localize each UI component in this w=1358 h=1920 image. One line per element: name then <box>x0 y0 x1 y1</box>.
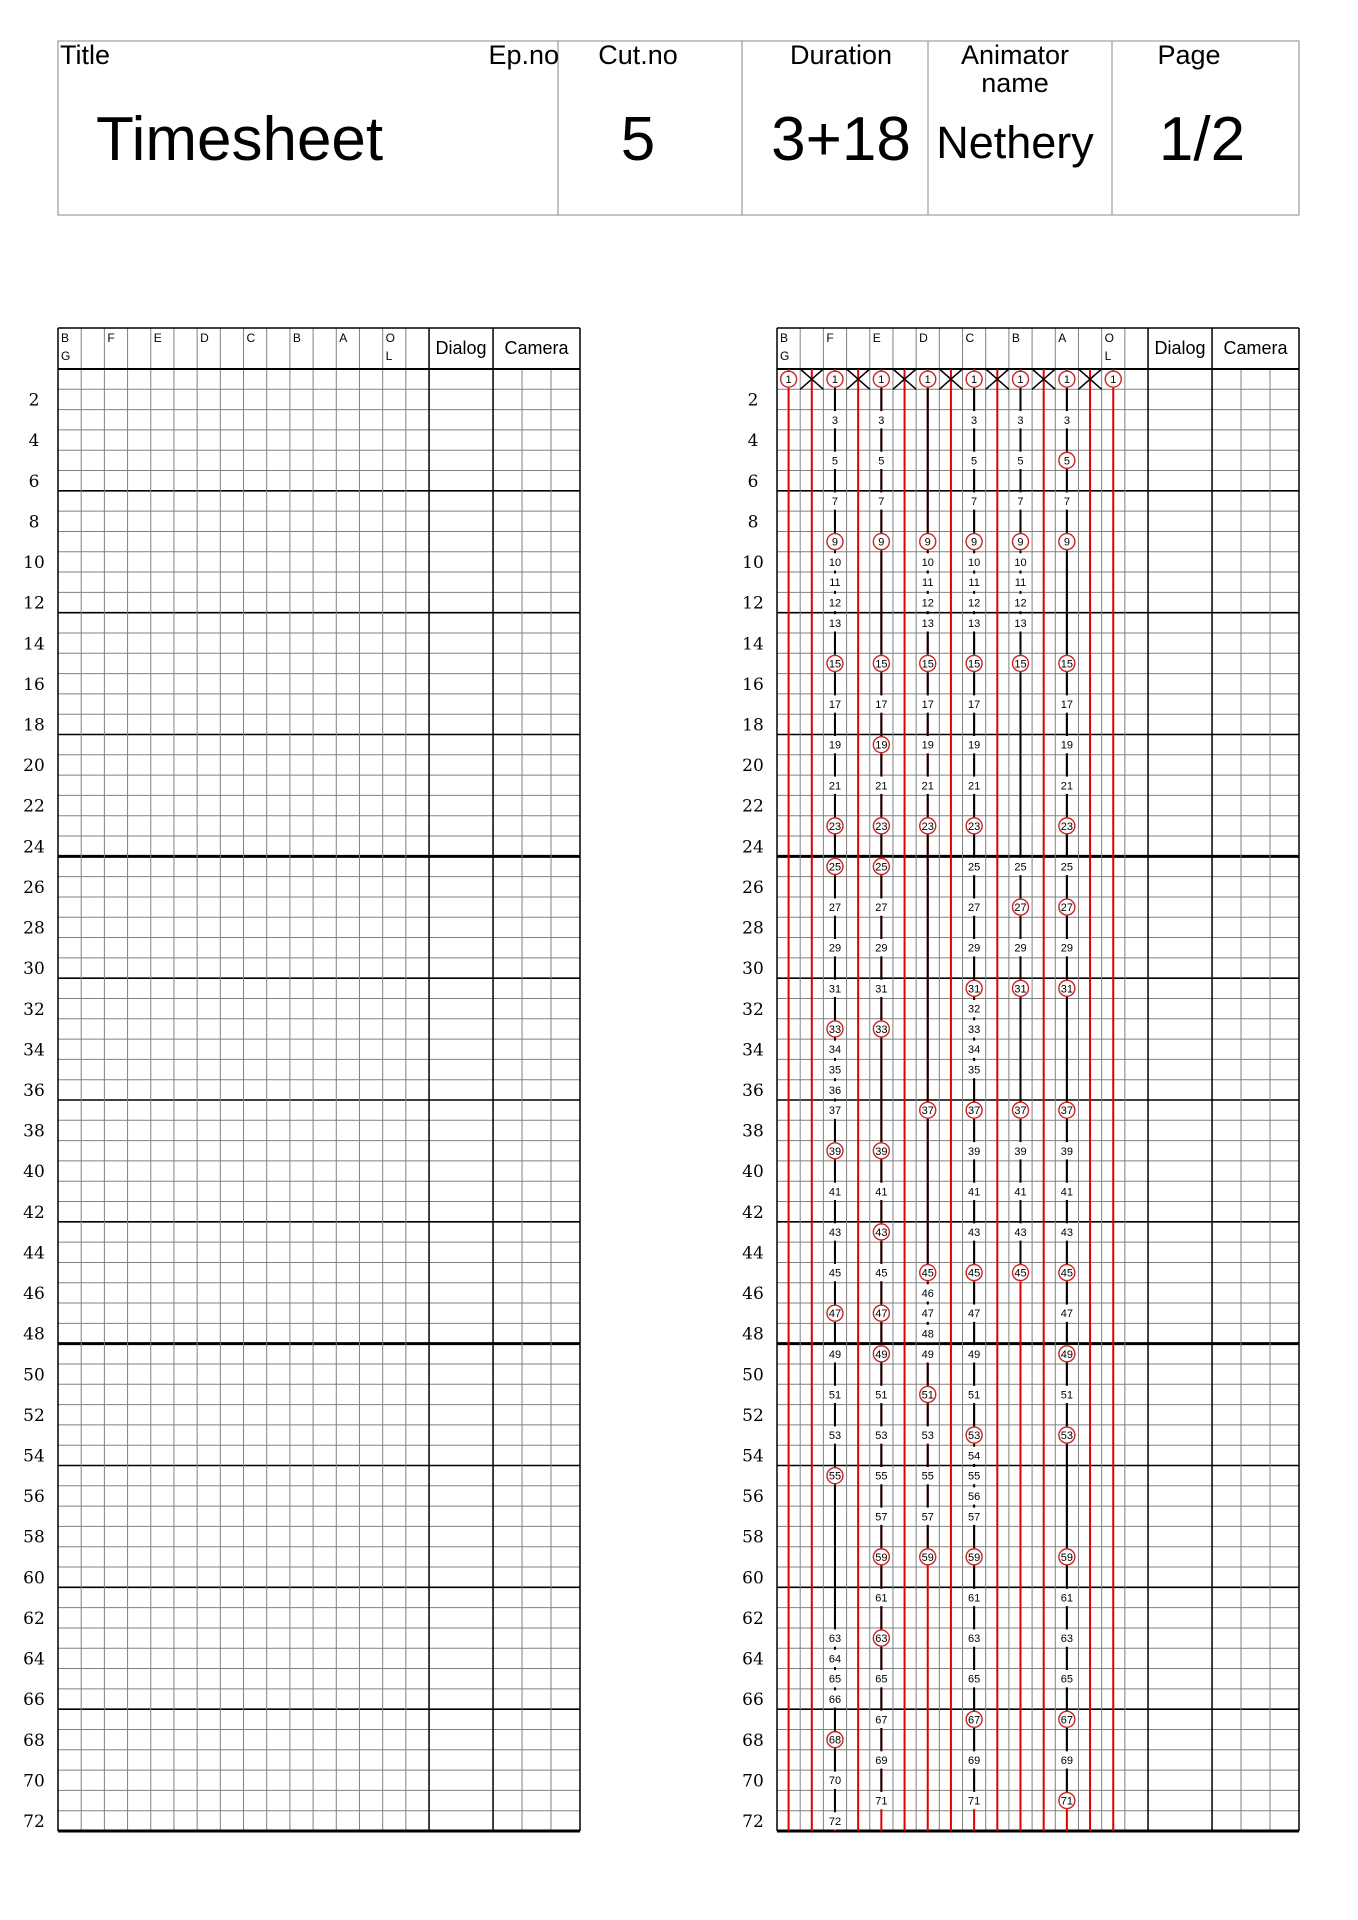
frame-number: 33 <box>828 1023 842 1036</box>
layer-head: E <box>872 331 881 345</box>
frame-number: 3 <box>831 414 839 427</box>
frame-number: 39 <box>828 1145 842 1158</box>
frame-number: 39 <box>1014 1145 1027 1158</box>
frame-number: 65 <box>1060 1673 1073 1686</box>
layer-head: A <box>339 331 348 345</box>
frame-number: 47 <box>875 1308 888 1321</box>
frame-label: 6 <box>747 471 759 492</box>
frame-label: 22 <box>23 796 45 817</box>
frame-number: 7 <box>1063 495 1070 508</box>
frame-number: 1 <box>971 374 978 387</box>
frame-number: 39 <box>875 1145 888 1158</box>
frame-number: 25 <box>1060 861 1073 874</box>
frame-number: 13 <box>1014 617 1027 630</box>
frame-number: 15 <box>1060 658 1073 671</box>
frame-label: 26 <box>23 877 45 898</box>
frame-number: 59 <box>1060 1551 1073 1564</box>
frame-number: 34 <box>828 1044 842 1057</box>
frame-label: 50 <box>23 1365 45 1386</box>
frame-label: 10 <box>23 553 45 574</box>
frame-number: 23 <box>1060 820 1073 833</box>
frame-number: 3 <box>1017 414 1024 427</box>
frame-label: 12 <box>23 593 45 614</box>
frame-number: 31 <box>1014 983 1027 996</box>
frame-number: 68 <box>828 1734 842 1747</box>
layer-head: O <box>1104 331 1115 345</box>
frame-label: 2 <box>28 390 40 411</box>
frame-label: 40 <box>742 1162 764 1183</box>
cut-no-value: 5 <box>620 105 656 174</box>
frame-number: 31 <box>875 983 888 996</box>
frame-number: 10 <box>828 556 842 569</box>
frame-number: 5 <box>1063 455 1070 468</box>
frame-number: 12 <box>1014 597 1027 610</box>
frame-label: 38 <box>742 1121 764 1142</box>
frame-label: 36 <box>742 1081 764 1101</box>
frame-number: 71 <box>967 1795 981 1808</box>
layer-head: D <box>200 331 209 345</box>
layer-head: E <box>153 331 162 345</box>
frame-number: 13 <box>921 617 934 630</box>
frame-number: 12 <box>828 597 842 610</box>
page-label: Page <box>1157 40 1221 70</box>
frame-label: 34 <box>23 1040 45 1061</box>
frame-number: 17 <box>921 699 934 712</box>
frame-label: 20 <box>23 756 45 777</box>
layer-head: D <box>919 331 928 345</box>
frame-label: 56 <box>742 1487 764 1508</box>
frame-number: 17 <box>828 699 842 712</box>
frame-label: 42 <box>742 1202 764 1223</box>
frame-number: 67 <box>967 1714 981 1727</box>
frame-label: 58 <box>742 1527 764 1548</box>
frame-number: 63 <box>875 1633 888 1646</box>
frame-number: 7 <box>831 495 839 508</box>
frame-label: 32 <box>23 999 45 1020</box>
frame-number: 3 <box>1063 414 1070 427</box>
frame-number: 59 <box>967 1551 981 1564</box>
frame-label: 28 <box>742 918 764 939</box>
frame-label: 40 <box>23 1162 45 1183</box>
frame-label: 4 <box>28 431 40 452</box>
frame-label: 6 <box>28 471 40 492</box>
frame-label: 68 <box>23 1730 45 1751</box>
layer-head: A <box>1058 331 1067 345</box>
frame-number: 1 <box>1017 374 1024 387</box>
frame-label: 46 <box>23 1284 45 1305</box>
frame-number: 55 <box>875 1470 888 1483</box>
frame-number: 36 <box>828 1084 842 1097</box>
frame-number: 3 <box>971 414 978 427</box>
frame-number: 43 <box>875 1226 888 1239</box>
frame-label: 44 <box>742 1243 764 1264</box>
right-timesheet <box>742 328 1299 1832</box>
frame-number: 71 <box>875 1795 888 1808</box>
frame-number: 47 <box>828 1308 842 1321</box>
frame-label: 14 <box>23 634 45 655</box>
frame-number: 21 <box>828 780 842 793</box>
frame-number: 12 <box>921 597 934 610</box>
frame-number: 43 <box>1014 1226 1027 1239</box>
dialog-header: Dialog <box>1154 338 1206 358</box>
frame-number: 49 <box>1060 1348 1073 1361</box>
frame-number: 55 <box>967 1470 981 1483</box>
frame-number: 1 <box>785 374 792 387</box>
layer-head-sub: G <box>780 349 790 363</box>
frame-number: 39 <box>967 1145 981 1158</box>
duration-value: 3+18 <box>771 105 911 174</box>
frame-number: 67 <box>875 1714 888 1727</box>
frame-number: 46 <box>921 1287 934 1300</box>
frame-label: 14 <box>742 634 764 655</box>
duration-label: Duration <box>789 40 893 70</box>
frame-label: 46 <box>742 1284 764 1305</box>
frame-number: 13 <box>967 617 981 630</box>
frame-label: 66 <box>742 1690 764 1711</box>
frame-number: 37 <box>1014 1105 1027 1118</box>
frame-number: 48 <box>921 1328 934 1341</box>
frame-label: 54 <box>23 1446 45 1467</box>
frame-number: 37 <box>967 1105 981 1118</box>
frame-label: 62 <box>23 1608 45 1629</box>
frame-number: 51 <box>875 1389 888 1402</box>
frame-number: 47 <box>1060 1308 1073 1321</box>
frame-number: 49 <box>921 1348 934 1361</box>
frame-number: 27 <box>967 902 981 915</box>
frame-number: 21 <box>967 780 981 793</box>
frame-number: 37 <box>921 1105 934 1118</box>
frame-label: 18 <box>742 715 764 736</box>
frame-number: 7 <box>971 495 978 508</box>
frame-number: 35 <box>828 1064 842 1077</box>
title-value: Timesheet <box>96 105 384 174</box>
frame-number: 57 <box>967 1511 981 1524</box>
frame-number: 31 <box>828 983 842 996</box>
frame-number: 31 <box>967 983 981 996</box>
frame-label: 48 <box>23 1324 45 1345</box>
frame-number: 66 <box>828 1694 842 1707</box>
ep-no-label: Ep.no <box>488 40 559 70</box>
frame-number: 10 <box>921 556 934 569</box>
frame-label: 54 <box>742 1446 764 1467</box>
frame-label: 30 <box>742 959 764 980</box>
frame-number: 47 <box>967 1308 981 1321</box>
animator-label: Animator <box>960 40 1070 70</box>
layer-head: B <box>780 331 789 345</box>
frame-number: 33 <box>875 1023 888 1036</box>
frame-number: 43 <box>1060 1226 1073 1239</box>
frame-number: 15 <box>875 658 888 671</box>
frame-number: 71 <box>1060 1795 1073 1808</box>
frame-label: 56 <box>23 1487 45 1508</box>
frame-number: 5 <box>971 455 978 468</box>
frame-label: 4 <box>747 431 759 452</box>
frame-label: 44 <box>23 1243 45 1264</box>
frame-number: 69 <box>967 1754 981 1767</box>
frame-number: 57 <box>921 1511 934 1524</box>
layer-head: B <box>1011 331 1020 345</box>
frame-number: 37 <box>1060 1105 1073 1118</box>
frame-number: 9 <box>878 536 885 549</box>
frame-number: 17 <box>1060 699 1073 712</box>
frame-label: 52 <box>23 1405 45 1426</box>
frame-label: 16 <box>742 674 764 695</box>
layer-head: F <box>826 331 834 345</box>
frame-label: 72 <box>742 1812 764 1832</box>
frame-number: 19 <box>875 739 888 752</box>
frame-number: 65 <box>967 1673 981 1686</box>
frame-label: 60 <box>23 1568 45 1589</box>
frame-label: 62 <box>742 1608 764 1629</box>
frame-label: 28 <box>23 918 45 939</box>
frame-number: 25 <box>828 861 842 874</box>
frame-number: 45 <box>828 1267 842 1280</box>
layer-head: F <box>107 331 115 345</box>
frame-number: 3 <box>878 414 885 427</box>
frame-number: 9 <box>971 536 978 549</box>
left-timesheet <box>23 328 580 1832</box>
frame-number: 1 <box>1110 374 1117 387</box>
frame-number: 51 <box>1060 1389 1073 1402</box>
frame-number: 49 <box>967 1348 981 1361</box>
frame-label: 2 <box>747 390 759 411</box>
layer-head: B <box>292 331 301 345</box>
frame-number: 23 <box>967 820 981 833</box>
frame-number: 65 <box>875 1673 888 1686</box>
frame-number: 12 <box>967 597 981 610</box>
frame-number: 5 <box>878 455 885 468</box>
frame-number: 69 <box>875 1754 888 1767</box>
frame-label: 68 <box>742 1730 764 1751</box>
frame-number: 63 <box>828 1633 842 1646</box>
frame-label: 42 <box>23 1202 45 1223</box>
frame-label: 8 <box>747 512 759 533</box>
frame-label: 64 <box>23 1649 45 1670</box>
frame-number: 55 <box>921 1470 934 1483</box>
frame-number: 1 <box>924 374 931 387</box>
frame-label: 30 <box>23 959 45 980</box>
frame-number: 27 <box>875 902 888 915</box>
frame-number: 61 <box>967 1592 981 1605</box>
frame-number: 31 <box>1060 983 1073 996</box>
frame-number: 35 <box>967 1064 981 1077</box>
frame-number: 45 <box>1014 1267 1027 1280</box>
frame-number: 10 <box>967 556 981 569</box>
frame-number: 23 <box>828 820 842 833</box>
frame-number: 7 <box>878 495 885 508</box>
frame-number: 29 <box>1014 942 1027 955</box>
frame-number: 7 <box>1017 495 1024 508</box>
frame-number: 69 <box>1060 1754 1073 1767</box>
frame-number: 23 <box>875 820 888 833</box>
layer-head-sub: G <box>61 349 71 363</box>
frame-number: 43 <box>828 1226 842 1239</box>
frame-number: 64 <box>828 1653 842 1666</box>
frame-number: 51 <box>828 1389 842 1402</box>
frame-number: 29 <box>828 942 842 955</box>
frame-number: 23 <box>921 820 934 833</box>
frame-number: 19 <box>1060 739 1073 752</box>
frame-number: 15 <box>967 658 981 671</box>
frame-number: 9 <box>831 536 839 549</box>
frame-number: 56 <box>967 1490 981 1503</box>
frame-number: 53 <box>828 1430 842 1443</box>
layer-head: C <box>965 331 975 345</box>
frame-number: 61 <box>1060 1592 1073 1605</box>
frame-label: 8 <box>28 512 40 533</box>
animator-label-line2: name <box>981 68 1049 98</box>
frame-number: 27 <box>828 902 842 915</box>
title-label: Title <box>60 40 111 70</box>
layer-head: C <box>246 331 256 345</box>
frame-number: 47 <box>921 1308 934 1321</box>
frame-number: 13 <box>828 617 842 630</box>
frame-number: 61 <box>875 1592 888 1605</box>
frame-number: 32 <box>967 1003 981 1016</box>
frame-label: 22 <box>742 796 764 817</box>
frame-number: 5 <box>1017 455 1024 468</box>
frame-number: 51 <box>967 1389 981 1402</box>
frame-label: 24 <box>23 837 45 858</box>
frame-number: 25 <box>967 861 981 874</box>
frame-number: 17 <box>875 699 888 712</box>
frame-label: 72 <box>23 1812 45 1832</box>
frame-number: 19 <box>828 739 842 752</box>
frame-number: 41 <box>967 1186 981 1199</box>
frame-number: 27 <box>1014 902 1027 915</box>
frame-number: 54 <box>967 1450 981 1463</box>
frame-number: 21 <box>921 780 934 793</box>
frame-number: 9 <box>1017 536 1024 549</box>
frame-label: 10 <box>742 553 764 574</box>
frame-label: 32 <box>742 999 764 1020</box>
camera-header: Camera <box>504 338 569 358</box>
frame-number: 1 <box>1063 374 1070 387</box>
frame-number: 25 <box>1014 861 1027 874</box>
frame-label: 50 <box>742 1365 764 1386</box>
layer-head-sub: L <box>1104 349 1112 363</box>
frame-number: 19 <box>967 739 981 752</box>
frame-label: 26 <box>742 877 764 898</box>
frame-number: 53 <box>967 1430 981 1443</box>
frame-label: 20 <box>742 756 764 777</box>
frame-label: 52 <box>742 1405 764 1426</box>
frame-label: 58 <box>23 1527 45 1548</box>
frame-number: 41 <box>1060 1186 1073 1199</box>
frame-number: 17 <box>967 699 981 712</box>
frame-number: 59 <box>875 1551 888 1564</box>
frame-number: 37 <box>828 1105 842 1118</box>
frame-number: 34 <box>967 1044 981 1057</box>
frame-number: 29 <box>1060 942 1073 955</box>
frame-number: 59 <box>921 1551 934 1564</box>
frame-number: 49 <box>875 1348 888 1361</box>
frame-number: 45 <box>967 1267 981 1280</box>
frame-number: 9 <box>924 536 931 549</box>
frame-number: 11 <box>968 577 980 590</box>
frame-number: 45 <box>921 1267 934 1280</box>
frame-number: 63 <box>1060 1633 1073 1646</box>
frame-number: 1 <box>878 374 885 387</box>
frame-number: 29 <box>967 942 981 955</box>
frame-label: 36 <box>23 1081 45 1101</box>
frame-number: 53 <box>1060 1430 1073 1443</box>
frame-number: 11 <box>922 577 934 590</box>
frame-number: 70 <box>828 1775 842 1788</box>
frame-label: 64 <box>742 1649 764 1670</box>
frame-number: 25 <box>875 861 888 874</box>
frame-number: 53 <box>921 1430 934 1443</box>
frame-number: 65 <box>828 1673 842 1686</box>
frame-label: 34 <box>742 1040 764 1061</box>
frame-number: 29 <box>875 942 888 955</box>
frame-number: 55 <box>828 1470 842 1483</box>
header-box <box>58 40 1299 215</box>
frame-number: 41 <box>875 1186 888 1199</box>
layer-head: B <box>61 331 70 345</box>
frame-number: 43 <box>967 1226 981 1239</box>
frame-number: 15 <box>828 658 842 671</box>
animator-value: Nethery <box>936 117 1094 168</box>
camera-header: Camera <box>1223 338 1288 358</box>
frame-number: 39 <box>1060 1145 1073 1158</box>
frame-number: 21 <box>875 780 888 793</box>
frame-number: 21 <box>1060 780 1073 793</box>
frame-number: 11 <box>1014 577 1027 590</box>
frame-label: 12 <box>742 593 764 614</box>
frame-number: 9 <box>1063 536 1070 549</box>
page-value: 1/2 <box>1158 105 1246 174</box>
frame-number: 63 <box>967 1633 981 1646</box>
layer-head: O <box>385 331 396 345</box>
frame-label: 18 <box>23 715 45 736</box>
frame-number: 10 <box>1014 556 1027 569</box>
frame-number: 72 <box>828 1815 842 1828</box>
dialog-header: Dialog <box>435 338 487 358</box>
frame-number: 41 <box>828 1186 842 1199</box>
frame-label: 16 <box>23 674 45 695</box>
frame-label: 60 <box>742 1568 764 1589</box>
frame-number: 15 <box>921 658 934 671</box>
layer-head-sub: L <box>385 349 393 363</box>
frame-label: 66 <box>23 1690 45 1711</box>
frame-number: 19 <box>921 739 934 752</box>
frame-label: 24 <box>742 837 764 858</box>
frame-number: 5 <box>831 455 839 468</box>
frame-number: 57 <box>875 1511 888 1524</box>
frame-number: 1 <box>831 374 839 387</box>
frame-number: 11 <box>829 577 841 590</box>
frame-number: 49 <box>828 1348 842 1361</box>
frame-number: 45 <box>875 1267 888 1280</box>
frame-label: 70 <box>23 1771 45 1792</box>
frame-number: 45 <box>1060 1267 1073 1280</box>
cut-no-label: Cut.no <box>598 40 678 70</box>
frame-number: 15 <box>1014 658 1027 671</box>
frame-number: 53 <box>875 1430 888 1443</box>
frame-label: 38 <box>23 1121 45 1142</box>
frame-number: 27 <box>1060 902 1073 915</box>
frame-number: 41 <box>1014 1186 1027 1199</box>
frame-number: 51 <box>921 1389 934 1402</box>
frame-label: 48 <box>742 1324 764 1345</box>
frame-number: 33 <box>967 1023 981 1036</box>
frame-number: 67 <box>1060 1714 1073 1727</box>
frame-label: 70 <box>742 1771 764 1792</box>
